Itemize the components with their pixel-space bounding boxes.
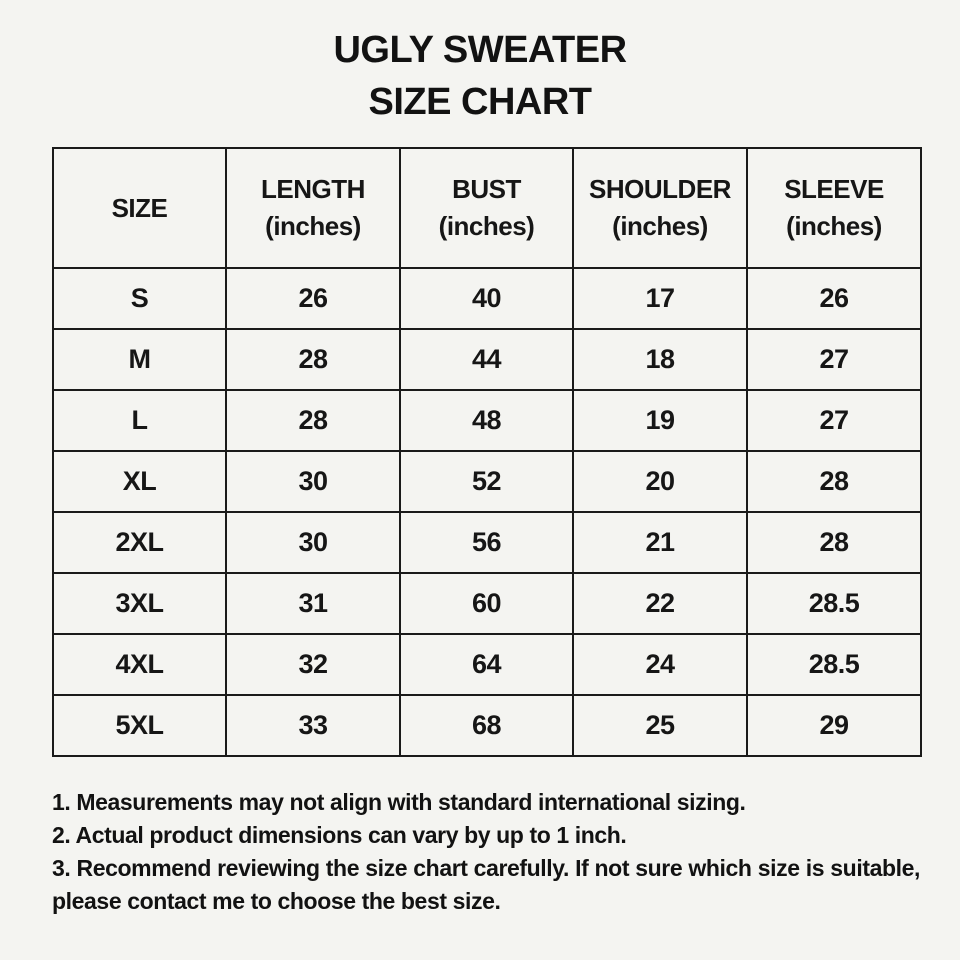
column-header-length	[226, 148, 400, 268]
length-cell: 31	[226, 573, 400, 634]
bust-cell: 40	[400, 268, 573, 329]
table-row-s	[53, 268, 921, 329]
shoulder-cell: 24	[573, 634, 747, 695]
table-row-2xl	[53, 512, 921, 573]
column-header-unit: (inches)	[612, 211, 708, 241]
footnote-2: 2. Actual product dimensions can vary by up to 1 inch.	[52, 822, 627, 848]
sleeve-cell: 28.5	[747, 573, 921, 634]
table-row-4xl	[53, 634, 921, 695]
footnotes	[52, 786, 920, 918]
column-header-size	[53, 148, 226, 268]
column-header-sleeve	[747, 148, 921, 268]
size-cell: 5XL	[53, 695, 226, 756]
length-cell: 28	[226, 390, 400, 451]
size-chart-table	[52, 147, 922, 757]
table-row-m	[53, 329, 921, 390]
page-title	[0, 24, 960, 128]
bust-cell: 44	[400, 329, 573, 390]
shoulder-cell: 21	[573, 512, 747, 573]
bust-cell: 56	[400, 512, 573, 573]
bust-cell: 68	[400, 695, 573, 756]
size-cell: M	[53, 329, 226, 390]
table-row-5xl	[53, 695, 921, 756]
footnote-1: 1. Measurements may not align with standard international sizing.	[52, 789, 746, 815]
shoulder-cell: 17	[573, 268, 747, 329]
size-cell: L	[53, 390, 226, 451]
column-header-unit: (inches)	[265, 211, 361, 241]
shoulder-cell: 22	[573, 573, 747, 634]
length-cell: 28	[226, 329, 400, 390]
table-row-xl	[53, 451, 921, 512]
bust-cell: 64	[400, 634, 573, 695]
column-header-label: SHOULDER	[589, 174, 731, 204]
shoulder-cell: 20	[573, 451, 747, 512]
column-header-label: BUST	[452, 174, 521, 204]
table-row-3xl	[53, 573, 921, 634]
size-cell: XL	[53, 451, 226, 512]
bust-cell: 60	[400, 573, 573, 634]
footnote-3: 3. Recommend reviewing the size chart carefully. If not sure which size is suitable, please contact me to choose the best size.	[52, 855, 920, 914]
length-cell: 30	[226, 451, 400, 512]
size-cell: 4XL	[53, 634, 226, 695]
column-header-label: SIZE	[111, 192, 168, 223]
shoulder-cell: 25	[573, 695, 747, 756]
sleeve-cell: 29	[747, 695, 921, 756]
column-header-label: SLEEVE	[784, 174, 884, 204]
column-header-label: LENGTH	[261, 174, 365, 204]
sleeve-cell: 27	[747, 390, 921, 451]
sleeve-cell: 28.5	[747, 634, 921, 695]
column-header-shoulder	[573, 148, 747, 268]
length-cell: 32	[226, 634, 400, 695]
column-header-unit: (inches)	[438, 211, 535, 241]
size-cell: S	[53, 268, 226, 329]
shoulder-cell: 18	[573, 329, 747, 390]
column-header-unit: (inches)	[786, 211, 882, 241]
sleeve-cell: 26	[747, 268, 921, 329]
page-title-line1: UGLY SWEATER	[333, 29, 627, 71]
size-cell: 2XL	[53, 512, 226, 573]
sleeve-cell: 27	[747, 329, 921, 390]
sleeve-cell: 28	[747, 512, 921, 573]
length-cell: 30	[226, 512, 400, 573]
size-cell: 3XL	[53, 573, 226, 634]
length-cell: 33	[226, 695, 400, 756]
column-header-bust	[400, 148, 573, 268]
page-title-line2: SIZE CHART	[368, 81, 592, 123]
bust-cell: 52	[400, 451, 573, 512]
bust-cell: 48	[400, 390, 573, 451]
table-row-l	[53, 390, 921, 451]
sleeve-cell: 28	[747, 451, 921, 512]
length-cell: 26	[226, 268, 400, 329]
header-row	[53, 148, 921, 268]
shoulder-cell: 19	[573, 390, 747, 451]
